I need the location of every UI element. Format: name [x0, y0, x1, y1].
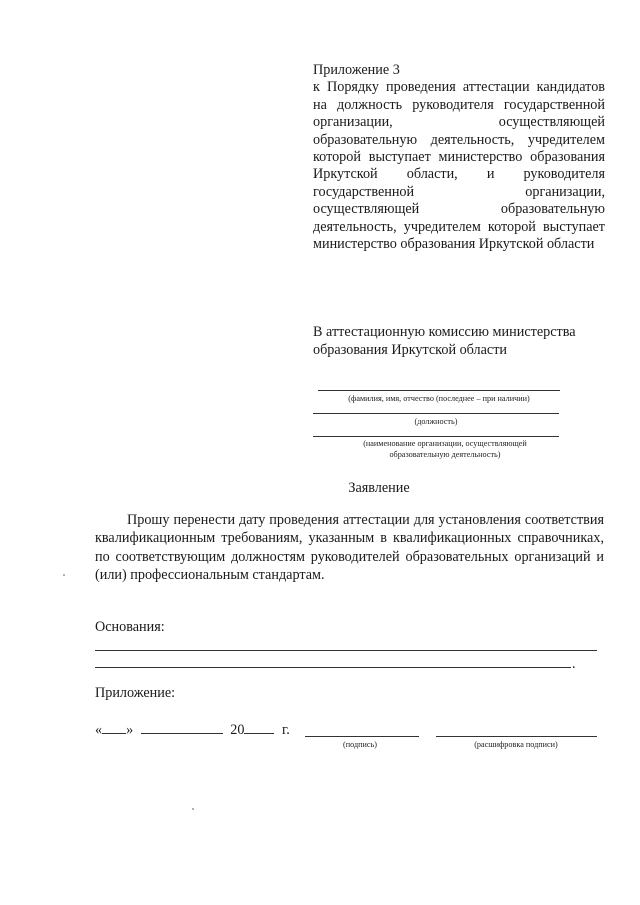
grounds-end-mark: . [572, 656, 576, 672]
statement-heading [0, 480, 640, 497]
date-row [95, 720, 290, 739]
position-line[interactable] [313, 413, 559, 414]
date-open-quote: « [95, 722, 103, 738]
full-name-caption: (фамилия, имя, отчество (последнее – при наличии) [348, 394, 530, 403]
signature-decoding-line[interactable] [436, 736, 597, 737]
scan-speck [192, 808, 194, 810]
request-text: Прошу перенести дату проведения аттестации для установления соответствия квалификационным требованиям, указанным в квалификационных справочниках, по соответствующим должностям руководителей образовательных организаций и (или) профессиональным стандартам. [95, 512, 604, 583]
organization-line[interactable] [313, 436, 559, 437]
signature-decoding-caption: (расшифровка подписи) [474, 740, 558, 749]
date-day-field[interactable] [102, 720, 126, 734]
date-year-prefix: 20 [230, 722, 245, 738]
grounds-line-2[interactable] [95, 667, 571, 668]
signature-caption: (подпись) [343, 740, 377, 749]
appendix-text: к Порядку проведения аттестации кандидатов на должность руководителя государственной организации, осуществляющей образовательную деятельность, учредителем которой выступает министерство образования Иркутской области, и руководителя государственной организации, осуществляющей образовательную деятельность, учредителем которой выступает министерство образования Иркутской области [313, 79, 605, 253]
addressee: В аттестационную комиссию министерства образования Иркутской области [313, 324, 576, 358]
full-name-line[interactable] [318, 390, 560, 391]
scan-speck [63, 574, 65, 576]
position-caption: (должность) [414, 417, 458, 426]
appendix-block [313, 62, 605, 253]
date-month-field[interactable] [141, 720, 223, 734]
organization-caption-line2: образовательную деятельность) [389, 450, 501, 459]
statement-heading-text: Заявление [348, 480, 410, 496]
grounds-line-1[interactable] [95, 650, 597, 651]
date-year-field[interactable] [244, 720, 274, 734]
attachment-label: Приложение: [95, 685, 176, 701]
organization-caption-line1: (наименование организации, осуществляющей [363, 439, 527, 448]
grounds-label: Основания: [95, 619, 165, 635]
appendix-title: Приложение 3 [313, 62, 400, 78]
signature-line[interactable] [305, 736, 419, 737]
date-year-suffix: г. [282, 722, 290, 738]
date-close-quote: » [126, 722, 134, 738]
